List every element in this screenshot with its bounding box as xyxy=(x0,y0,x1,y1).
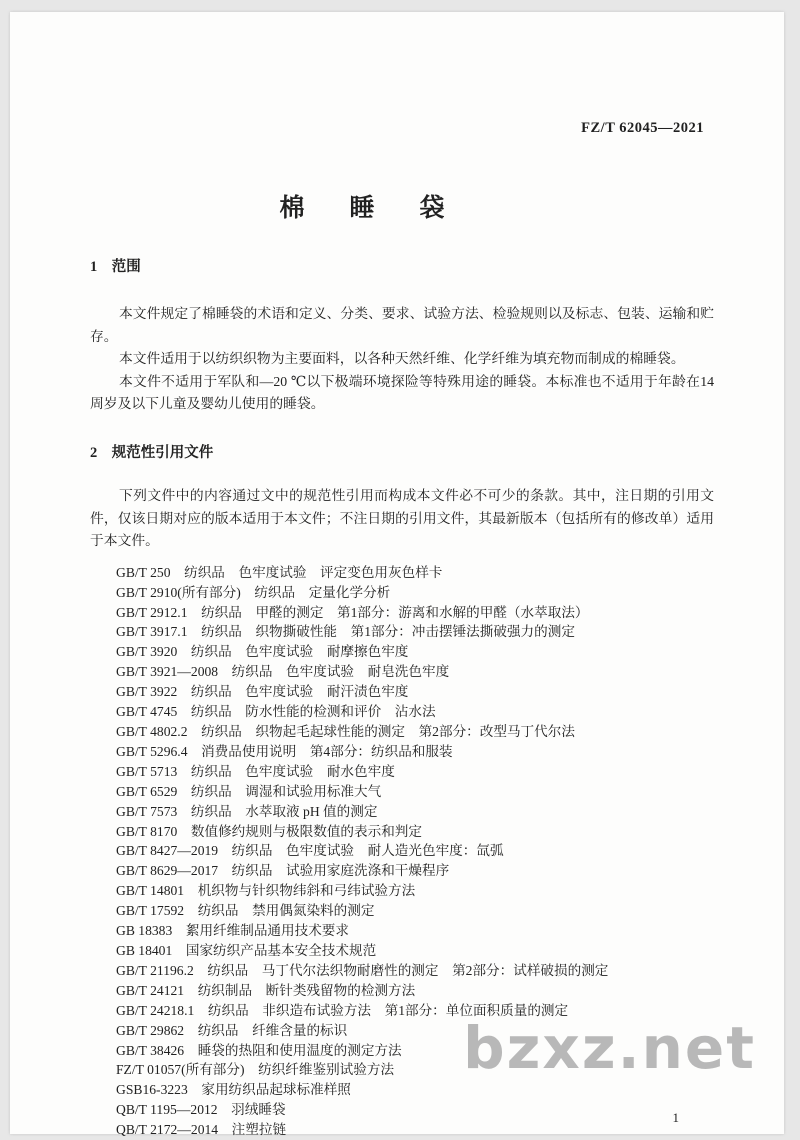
reference-item: GB/T 24121 纺织制品 断针类残留物的检测方法 xyxy=(116,982,416,998)
reference-item: GB/T 3921—2008 纺织品 色牢度试验 耐皂洗色牢度 xyxy=(116,664,450,680)
reference-item: GB/T 2910(所有部分) 纺织品 定量化学分析 xyxy=(116,584,391,600)
reference-item: GSB16-3223 家用纺织品起球标准样照 xyxy=(116,1082,351,1098)
reference-item: GB/T 8170 数值修约规则与极限数值的表示和判定 xyxy=(116,823,422,839)
reference-item: GB/T 8427—2019 纺织品 色牢度试验 耐人造光色牢度：氙弧 xyxy=(116,843,504,859)
paragraph: 下列文件中的内容通过文中的规范性引用而构成本文件必不可少的条款。其中，注日期的引用文件，仅该日期对应的版本适用于本文件；不注日期的引用文件，其最新版本（包括所有的修改单）适用于本文件。 xyxy=(90,487,714,549)
reference-list xyxy=(116,563,714,1140)
reference-item: GB/T 3920 纺织品 色牢度试验 耐摩擦色牢度 xyxy=(116,644,409,660)
page-number: 1 xyxy=(672,1110,679,1125)
reference-item: GB 18383 絮用纤维制品通用技术要求 xyxy=(116,923,349,939)
document-title: 棉 睡 袋 xyxy=(279,195,455,222)
reference-item: GB/T 3922 纺织品 色牢度试验 耐汗渍色牢度 xyxy=(116,684,409,700)
reference-item: FZ/T 01057(所有部分) 纺织纤维鉴别试验方法 xyxy=(116,1062,395,1078)
watermark: bzxz.net xyxy=(463,1014,756,1082)
section-1-heading: 1 范围 xyxy=(90,259,141,275)
paragraph: 本文件适用于以纺织织物为主要面料，以各种天然纤维、化学纤维为填充物而制成的棉睡袋。 xyxy=(118,351,685,367)
standard-code: FZ/T 62045—2021 xyxy=(581,120,704,136)
reference-item: GB/T 21196.2 纺织品 马丁代尔法织物耐磨性的测定 第2部分：试样破损的测定 xyxy=(116,962,609,978)
reference-item: GB/T 14801 机织物与针织物纬斜和弓纬试验方法 xyxy=(116,883,416,899)
document-body xyxy=(90,256,714,1140)
reference-item: GB/T 5713 纺织品 色牢度试验 耐水色牢度 xyxy=(116,763,395,779)
reference-item: GB/T 29862 纺织品 纤维含量的标识 xyxy=(116,1022,348,1038)
paragraph: 本文件不适用于军队和—20 ℃以下极端环境探险等特殊用途的睡袋。本标准也不适用于年龄在14 周岁及以下儿童及婴幼儿使用的睡袋。 xyxy=(90,373,714,412)
reference-item: GB/T 4802.2 纺织品 织物起毛起球性能的测定 第2部分：改型马丁代尔法 xyxy=(116,724,575,739)
reference-item: GB/T 3917.1 纺织品 织物撕破性能 第1部分：冲击摆锤法撕破强力的测定 xyxy=(116,624,575,640)
reference-item: GB/T 250 纺织品 色牢度试验 评定变色用灰色样卡 xyxy=(116,564,443,580)
reference-item: GB 18401 国家纺织产品基本安全技术规范 xyxy=(116,942,377,958)
reference-item: GB/T 24218.1 纺织品 非织造布试验方法 第1部分：单位面积质量的测定 xyxy=(116,1002,569,1018)
section-2-heading: 2 规范性引用文件 xyxy=(90,444,214,461)
reference-item: GB/T 6529 纺织品 调湿和试验用标准大气 xyxy=(116,783,382,799)
reference-item: QB/T 1195—2012 羽绒睡袋 xyxy=(116,1102,286,1118)
reference-item: GB/T 7573 纺织品 水萃取液 pH 值的测定 xyxy=(116,803,378,819)
reference-item: GB/T 8629—2017 纺织品 试验用家庭洗涤和干燥程序 xyxy=(116,863,450,879)
section-scope xyxy=(90,256,714,416)
reference-item: QB/T 2172—2014 注塑拉链 xyxy=(116,1122,287,1138)
reference-item: GB/T 17592 纺织品 禁用偶氮染料的测定 xyxy=(116,903,375,919)
scanned-document-page xyxy=(10,12,784,1138)
reference-item: GB/T 38426 睡袋的热阻和使用温度的测定方法 xyxy=(116,1042,402,1058)
reference-item: GB/T 2912.1 纺织品 甲醛的测定 第1部分：游离和水解的甲醛（水萃取法） xyxy=(116,604,589,620)
reference-item: GB/T 4745 纺织品 防水性能的检测和评价 沾水法 xyxy=(116,704,436,720)
section-normative-references xyxy=(90,442,714,1140)
reference-item: GB/T 5296.4 消费品使用说明 第4部分：纺织品和服装 xyxy=(116,743,453,759)
paragraph: 本文件规定了棉睡袋的术语和定义、分类、要求、试验方法、检验规则以及标志、包装、运输和贮存。 xyxy=(90,306,714,344)
